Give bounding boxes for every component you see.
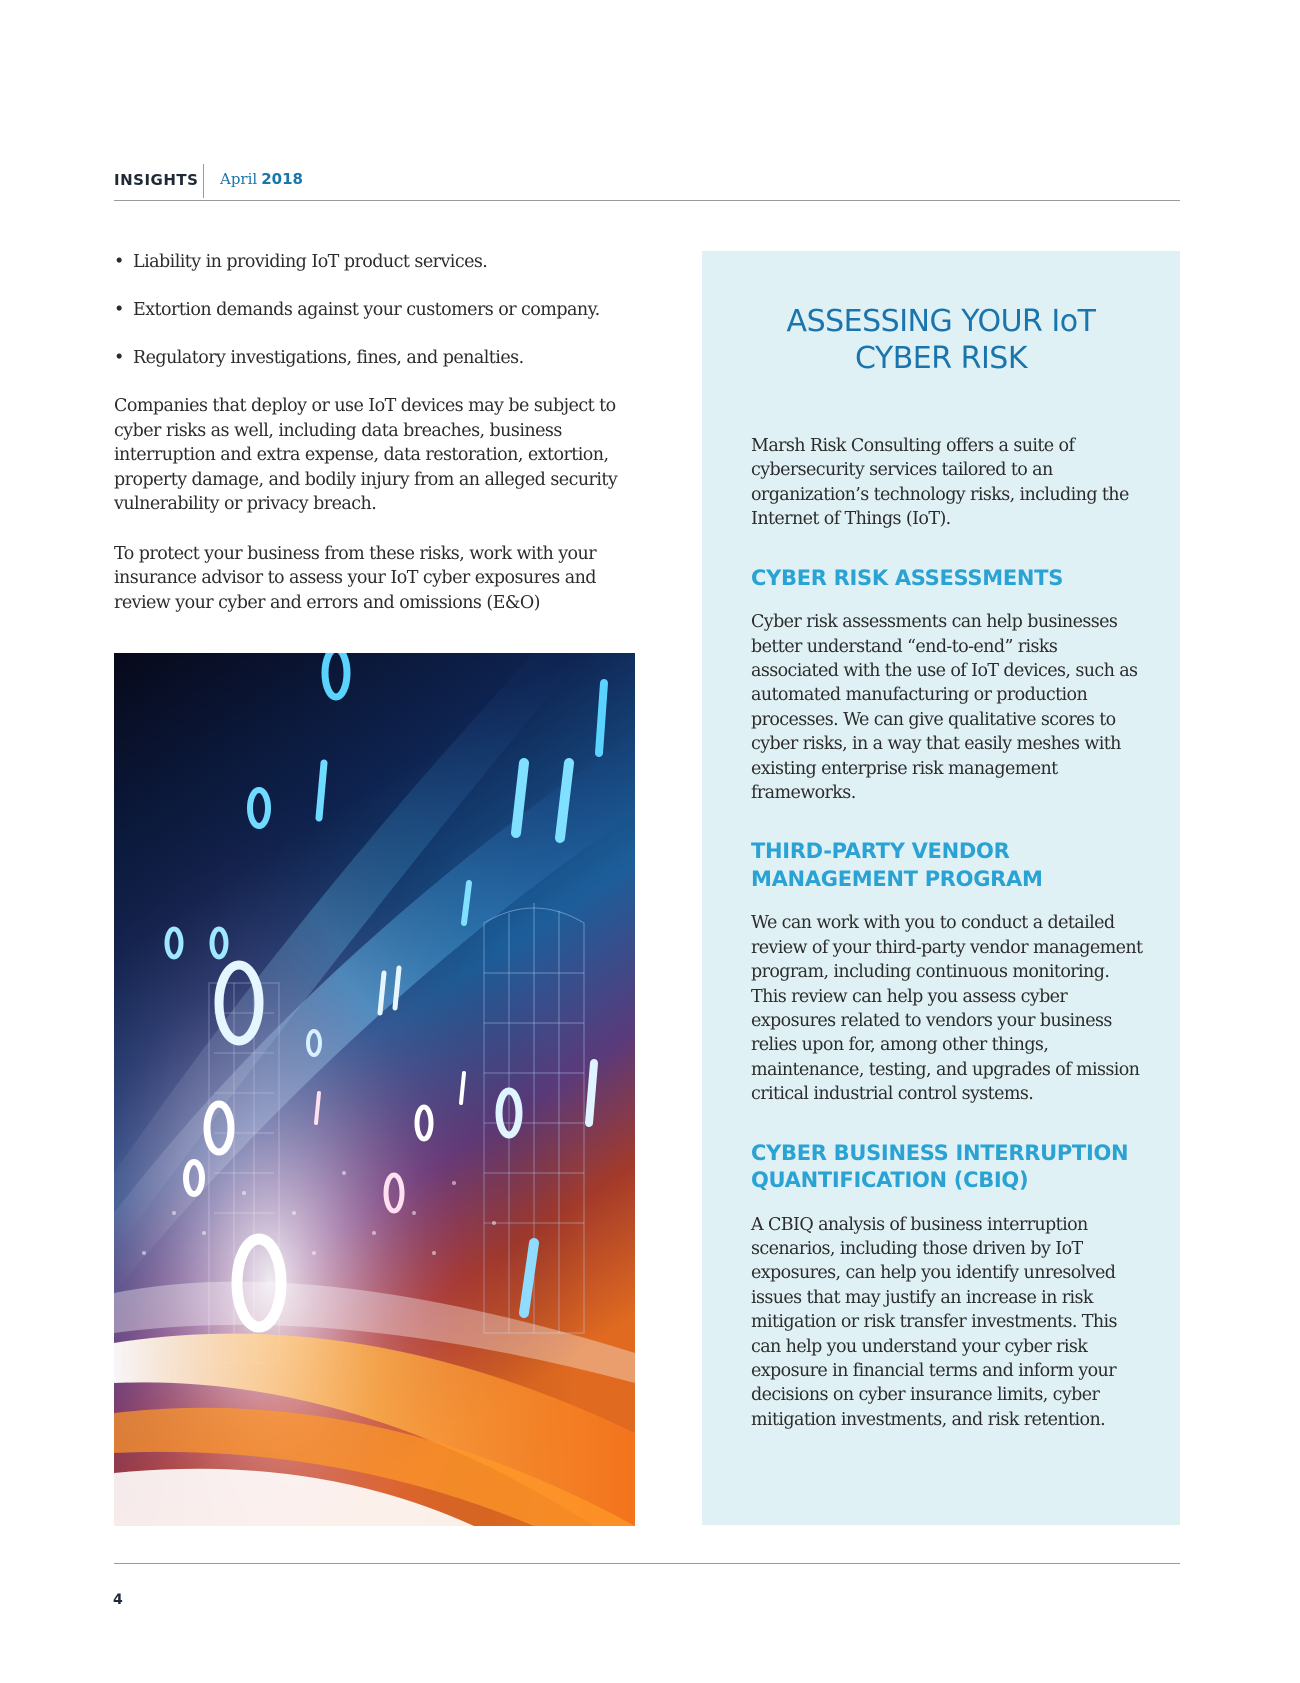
panel-body <box>751 434 1146 1465</box>
page-header <box>114 166 1180 201</box>
issue-month: April <box>220 170 258 188</box>
panel-title-line: ASSESSING YOUR IoT <box>786 304 1096 339</box>
list-item <box>114 346 634 370</box>
page-number: 4 <box>113 1592 123 1608</box>
bullet-icon: • <box>114 348 124 368</box>
section-heading-line: QUANTIFICATION (CBIQ) <box>751 1168 1029 1193</box>
risk-bullet-list <box>114 250 634 370</box>
list-item <box>114 298 634 322</box>
bullet-icon: • <box>114 252 124 272</box>
binary-city-illustration <box>114 653 635 1526</box>
section-heading-line: CYBER BUSINESS INTERRUPTION <box>751 1140 1129 1165</box>
panel-title-line: CYBER RISK <box>854 341 1028 376</box>
list-item <box>114 250 634 274</box>
section-label: INSIGHTS <box>114 171 199 189</box>
section-body: A CBIQ analysis of business interruption scenarios, including those driven by IoT exposures, can help you identify unresolved issues that may justify an increase in risk mitigation or risk transfer investments. This can help you understand your cyber risk exposure in financial terms and inform your decisions on cyber insurance limits, cyber mitigation investments, and risk retention. <box>751 1214 1117 1430</box>
body-paragraph: Companies that deploy or use IoT devices may be subject to cyber risks as well, including data breaches, business interruption and extra expense, data restoration, extortion, property damage, and bodily injury from an alleged security vulnerability or privacy breach. <box>114 396 618 514</box>
body-paragraph: To protect your business from these risks, work with your insurance advisor to assess your IoT cyber exposures and review your cyber and errors and omissions (E&O) <box>114 543 597 613</box>
section-body: We can work with you to conduct a detailed review of your third-party vendor management program, including continuous monitoring. This review can help you assess cyber exposures related to vendors your business relies upon for, among other things, maintenance, testing, and upgrades of mission critical industrial control systems. <box>751 913 1143 1105</box>
section-heading-line: MANAGEMENT PROGRAM <box>751 866 1043 891</box>
panel-title <box>702 303 1180 377</box>
section-heading <box>751 565 1146 593</box>
list-item-text: Regulatory investigations, fines, and penalties. <box>133 348 524 368</box>
issue-date <box>220 170 303 188</box>
list-item-text: Liability in providing IoT product services. <box>133 252 488 272</box>
footer-divider <box>114 1563 1180 1564</box>
panel-intro: Marsh Risk Consulting offers a suite of cybersecurity services tailored to an organization’s technology risks, including the Internet of Things (IoT). <box>751 436 1129 530</box>
issue-year: 2018 <box>261 170 303 188</box>
section-heading <box>751 838 1146 893</box>
section-heading-line: THIRD-PARTY VENDOR <box>751 839 1010 864</box>
bullet-icon: • <box>114 300 124 320</box>
section-heading-line: CYBER RISK ASSESSMENTS <box>751 565 1064 590</box>
header-divider <box>203 164 204 198</box>
section-body: Cyber risk assessments can help businesses better understand “end-to-end” risks associated with the use of IoT devices, such as automated manufacturing or production processes. We can give qualitative scores to cyber risks, in a way that easily meshes with existing enterprise risk management frameworks. <box>751 612 1138 803</box>
sidebar-panel <box>702 251 1180 1525</box>
section-heading <box>751 1140 1146 1195</box>
main-column <box>114 250 634 640</box>
list-item-text: Extortion demands against your customers or company. <box>133 300 600 320</box>
